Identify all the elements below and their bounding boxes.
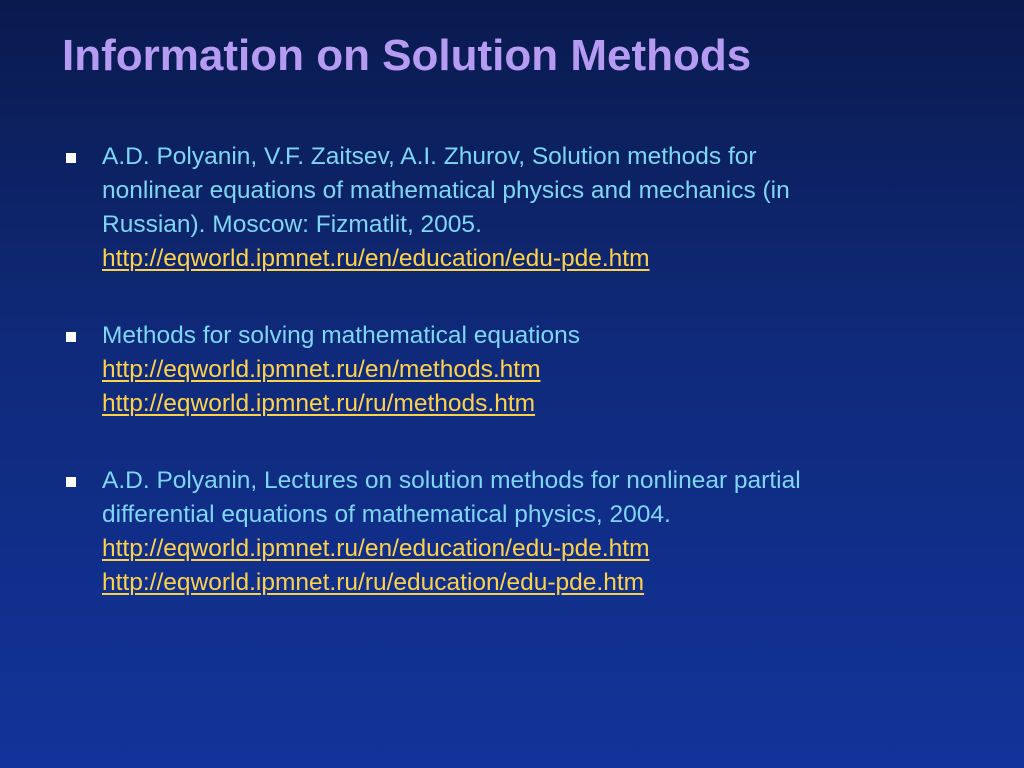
reference-link[interactable]: http://eqworld.ipmnet.ru/en/education/edu-pde.htm [102,535,650,562]
reference-text-line: A.D. Polyanin, Lectures on solution methods for nonlinear partial [102,467,801,494]
reference-item-3 [0,464,1024,600]
reference-text-line: nonlinear equations of mathematical physics and mechanics (in [102,177,790,204]
reference-text-line: A.D. Polyanin, V.F. Zaitsev, A.I. Zhurov, Solution methods for [102,143,757,170]
reference-text-line: differential equations of mathematical physics, 2004. [102,501,671,528]
reference-link[interactable]: http://eqworld.ipmnet.ru/ru/methods.htm [102,390,536,417]
square-bullet-icon [66,332,76,342]
reference-link[interactable]: http://eqworld.ipmnet.ru/en/education/edu-pde.htm [102,245,650,272]
reference-list [0,140,1024,643]
reference-link[interactable]: http://eqworld.ipmnet.ru/ru/education/edu-pde.htm [102,569,645,596]
reference-text-line: Russian). Moscow: Fizmatlit, 2005. [102,211,482,238]
square-bullet-icon [66,477,76,487]
reference-item-2 [0,319,1024,421]
reference-link[interactable]: http://eqworld.ipmnet.ru/en/methods.htm [102,356,541,383]
reference-text-line: Methods for solving mathematical equations [102,322,581,349]
square-bullet-icon [66,153,76,163]
slide-title: Information on Solution Methods [62,31,752,80]
reference-item-1 [0,140,1024,276]
